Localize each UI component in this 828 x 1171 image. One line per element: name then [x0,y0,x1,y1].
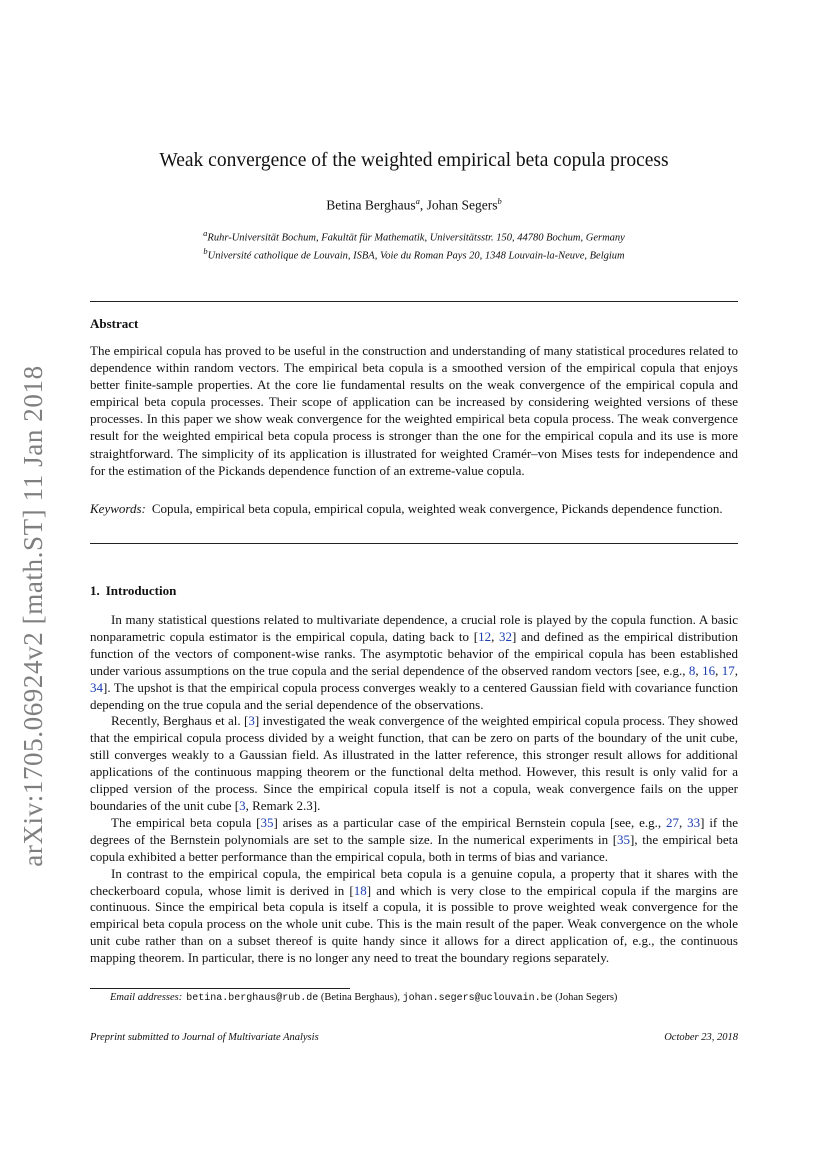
body-text-run: In many statistical questions related to multivariate dependence, a crucial role is played by the copula function. A basic nonparametric copula estimator is the empirical copula, dating back to [ [90,612,738,644]
affiliation [90,245,738,263]
body-text-run: , [491,628,500,644]
email-owner: (Johan Segers) [555,992,618,1003]
author-name: Johan Segers [426,197,498,213]
abstract-top-rule [90,301,738,302]
keywords [90,500,738,517]
citation-link[interactable]: 12 [478,628,492,644]
footer-date: October 23, 2018 [664,1032,738,1043]
affil-mark: a [203,228,208,238]
affil-text: Université catholique de Louvain, ISBA, Voie du Roman Pays 20, 1348 Louvain-la-Neuve, Belgium [207,250,625,261]
citation-link[interactable]: 16 [702,662,716,678]
footnote-label: Email addresses: [110,992,183,1003]
author-affil-mark: b [497,196,502,206]
section-heading [90,583,176,599]
body-paragraph [90,866,738,967]
citation-link[interactable]: 33 [687,814,701,830]
footer-journal: Preprint submitted to Journal of Multivariate Analysis [90,1032,319,1043]
introduction-body [90,612,738,967]
body-paragraph [90,612,738,713]
author-name: Betina Berghaus [326,197,416,213]
affil-mark: b [203,245,208,256]
body-text-run: The empirical beta copula [ [111,814,261,830]
body-text-run: ] investigated the weak convergence of the weighted empirical copula process. They showed that the empirical copula process divided by a weight function, that can be zero on parts of the boundary of the unit cube, still converges weakly to a Gaussian field. As illustrated in the latter reference, this stronger result allows for additional applications of the continuous mapping theorem or the functional delta method. However, this result is only valid for a clipped version of the process. Since the empirical copula itself is not a copula, weak convergence fails on the upper boundaries of the unit cube [ [90,713,738,813]
email-link[interactable]: johan.segers@uclouvain.be [402,993,553,1004]
body-text-run: ]. The upshot is that the empirical copula process converges weakly to a centered Gaussian field with covariance function depending on the true copula and the serial dependence of the observations. [90,679,738,712]
citation-link[interactable]: 27 [665,814,679,830]
body-text-run: ] and which is very close to the empirical copula if the margins are continuous. Since the empirical beta copula is itself a copula, it is possible to prove weighted weak convergence for the empirical beta copula process on the whole unit cube. This is the main result of the paper. Weak convergence on the whole unit cube rather than on a subset thereof is quite handy since it allows for a direct application of, e.g., the continuous mapping theorem. In particular, there is no longer any need to treat the boundary regions separately. [90,882,739,966]
citation-link[interactable]: 34 [90,679,103,695]
affiliation [90,227,738,245]
section-title: Introduction [105,583,177,598]
body-paragraph [90,815,738,866]
abstract-bottom-rule [90,543,738,544]
citation-link[interactable]: 18 [353,882,367,898]
body-text-run: Recently, Berghaus et al. [ [111,713,249,729]
body-text-run: , Remark 2.3]. [245,797,321,813]
email-owner: (Betina Berghaus), [320,992,403,1003]
citation-link[interactable]: 3 [248,713,255,729]
body-text-run: In contrast to the empirical copula, the empirical beta copula is a genuine copula, a property that it shares with the checkerboard copula, whose limit is derived in [ [90,865,738,898]
footnote-emails [110,992,617,1004]
citation-link[interactable]: 17 [721,662,735,678]
citation-link[interactable]: 3 [239,797,246,813]
section-number: 1. [90,583,100,598]
body-text-run: ] arises as a particular case of the empirical Bernstein copula [see, e.g., [273,814,666,830]
author-separator: , [419,197,427,213]
arxiv-stamp: arXiv:1705.06924v2 [math.ST] 11 Jan 2018 [18,365,48,867]
affil-text: Ruhr-Universität Bochum, Fakultät für Mathematik, Universitätsstr. 150, 44780 Bochum, Germany [207,232,625,244]
keywords-text: Copula, empirical beta copula, empirical copula, weighted weak convergence, Pickands dependence function. [151,501,723,516]
abstract-heading: Abstract [90,316,139,331]
keywords-label: Keywords: [90,501,146,516]
body-text-run: , [715,662,722,678]
affiliations [90,227,738,262]
citation-link[interactable]: 35 [260,814,274,830]
body-paragraph [90,713,738,814]
citation-link[interactable]: 8 [688,662,696,678]
citation-link[interactable]: 32 [499,628,513,644]
abstract-text: The empirical copula has proved to be useful in the construction and understanding of many statistical procedures related to dependence within random vectors. The empirical beta copula is a smoothed version of the empirical copula that enjoys better finite-sample properties. At the core lie fundamental results on the weak convergence of the empirical copula and empirical beta copula processes. Their scope of application can be increased by considering weighted versions of these processes. In this paper we show weak convergence for the weighted empirical beta copula process. The weak convergence result for the weighted empirical beta copula process is stronger than the one for the empirical copula and its use is more straightforward. The simplicity of its application is illustrated for weighted Cramér–von Mises tests for independence and for the estimation of the Pickands dependence function of an extreme-value copula. [90,343,738,478]
body-text-run: ], the empirical beta copula exhibited a better performance than the empirical copula, both in terms of bias and variance. [90,831,738,864]
author-affil-mark: a [415,196,420,206]
body-text-run: ] if the degrees of the Bernstein polynomials are set to the sample size. In the numerical experiments in [ [90,814,739,847]
body-text-run: , [734,662,739,678]
body-text-run: , [695,662,703,678]
body-text-run: , [678,814,688,830]
citation-link[interactable]: 35 [617,831,631,847]
paper-title: Weak convergence of the weighted empirical beta copula process [159,150,669,171]
author-list [90,196,738,214]
body-text-run: ] and defined as the empirical distribution function of the vectors of component-wise ranks. The asymptotic behavior of the empirical copula has been established under various assumptions on the true copula and the serial dependence of the observed random vectors [see, e.g., [90,628,739,678]
footnote-rule [90,988,350,989]
email-link[interactable]: betina.berghaus@rub.de [186,993,319,1004]
